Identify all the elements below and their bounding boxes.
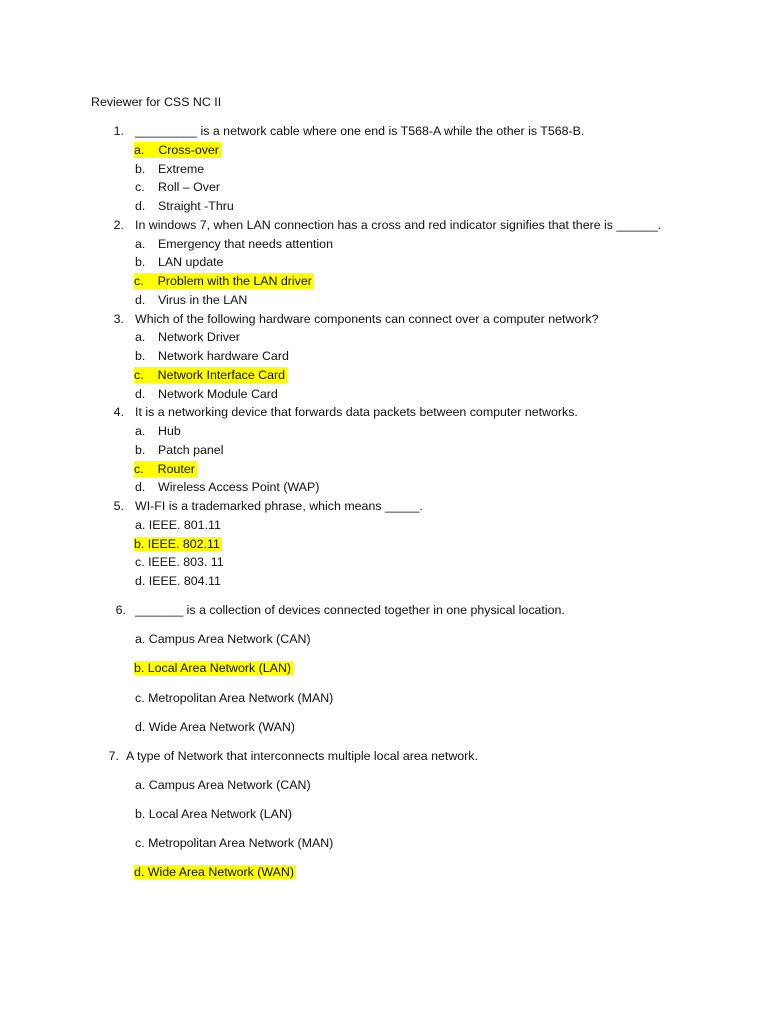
option-text: Hub	[158, 424, 181, 438]
option-7b: b. Local Area Network (LAN)	[135, 807, 293, 821]
question-number: 1.	[113, 124, 124, 138]
option-letter: c.	[134, 368, 144, 382]
option-letter: b.	[135, 443, 146, 457]
option-letter: a.	[135, 330, 146, 344]
question-text: _______ is a collection of devices connected together in one physical location.	[135, 603, 565, 617]
option-letter: d.	[135, 480, 146, 494]
option-text: Router	[157, 462, 195, 476]
answer-highlight	[134, 461, 197, 477]
option-text: Straight -Thru	[158, 199, 234, 213]
option-text: Network hardware Card	[158, 349, 289, 363]
option-5b	[134, 536, 222, 552]
question-number: 3.	[113, 312, 124, 326]
question-number: 4.	[113, 405, 124, 419]
option-letter: c.	[135, 180, 145, 194]
option-text: Roll – Over	[158, 180, 220, 194]
answer-highlight	[134, 367, 287, 383]
option-letter: c.	[134, 462, 144, 476]
option-letter: a.	[134, 143, 145, 157]
question-number: 7.	[108, 749, 119, 763]
option-text: Network Driver	[158, 330, 240, 344]
question-number: 6.	[115, 603, 126, 617]
option-text: Virus in the LAN	[158, 293, 248, 307]
option-text: Emergency that needs attention	[158, 237, 333, 251]
option-5d: d. IEEE. 804.11	[135, 574, 221, 588]
option-text: Wireless Access Point (WAP)	[158, 480, 320, 494]
option-letter: d.	[135, 199, 146, 213]
answer-highlight	[134, 142, 221, 158]
question-number: 2.	[113, 218, 124, 232]
option-5a: a. IEEE. 801.11	[135, 518, 221, 532]
question-text: _________ is a network cable where one end is T568-A while the other is T568-B.	[135, 124, 585, 138]
option-7c: c. Metropolitan Area Network (MAN)	[135, 836, 334, 850]
answer-highlight: b. IEEE. 802.11	[134, 537, 220, 551]
option-letter: a.	[135, 424, 146, 438]
option-6d: d. Wide Area Network (WAN)	[135, 720, 295, 734]
option-text: Extreme	[158, 162, 205, 176]
option-text: Network Interface Card	[157, 368, 286, 382]
option-letter: d.	[135, 387, 146, 401]
answer-highlight: b. Local Area Network (LAN)	[134, 661, 292, 675]
option-text: Problem with the LAN driver	[157, 274, 312, 288]
option-letter: b.	[135, 255, 146, 269]
answer-highlight	[134, 273, 314, 289]
option-letter: b.	[135, 349, 146, 363]
option-letter: a.	[135, 237, 146, 251]
option-6c: c. Metropolitan Area Network (MAN)	[135, 691, 334, 705]
option-5c: c. IEEE. 803. 11	[135, 555, 224, 569]
question-text: WI-FI is a trademarked phrase, which means _____.	[135, 499, 423, 513]
question-number: 5.	[113, 499, 124, 513]
question-text: Which of the following hardware components can connect over a computer network?	[135, 312, 599, 326]
option-6a: a. Campus Area Network (CAN)	[135, 632, 311, 646]
option-letter: c.	[134, 274, 144, 288]
question-text: It is a networking device that forwards data packets between computer networks.	[135, 405, 578, 419]
option-6b	[134, 660, 293, 676]
option-text: LAN update	[158, 255, 224, 269]
answer-highlight: d. Wide Area Network (WAN)	[134, 865, 294, 879]
question-text: A type of Network that interconnects multiple local area network.	[126, 749, 478, 763]
document-title: Reviewer for CSS NC II	[91, 95, 222, 109]
question-text: In windows 7, when LAN connection has a cross and red indicator signifies that there is ______.	[135, 218, 662, 232]
option-letter: d.	[135, 293, 146, 307]
option-letter: b.	[135, 162, 146, 176]
option-text: Cross-over	[158, 143, 219, 157]
option-text: Patch panel	[158, 443, 224, 457]
option-text: Network Module Card	[158, 387, 278, 401]
option-7d	[134, 864, 296, 880]
option-7a: a. Campus Area Network (CAN)	[135, 778, 311, 792]
